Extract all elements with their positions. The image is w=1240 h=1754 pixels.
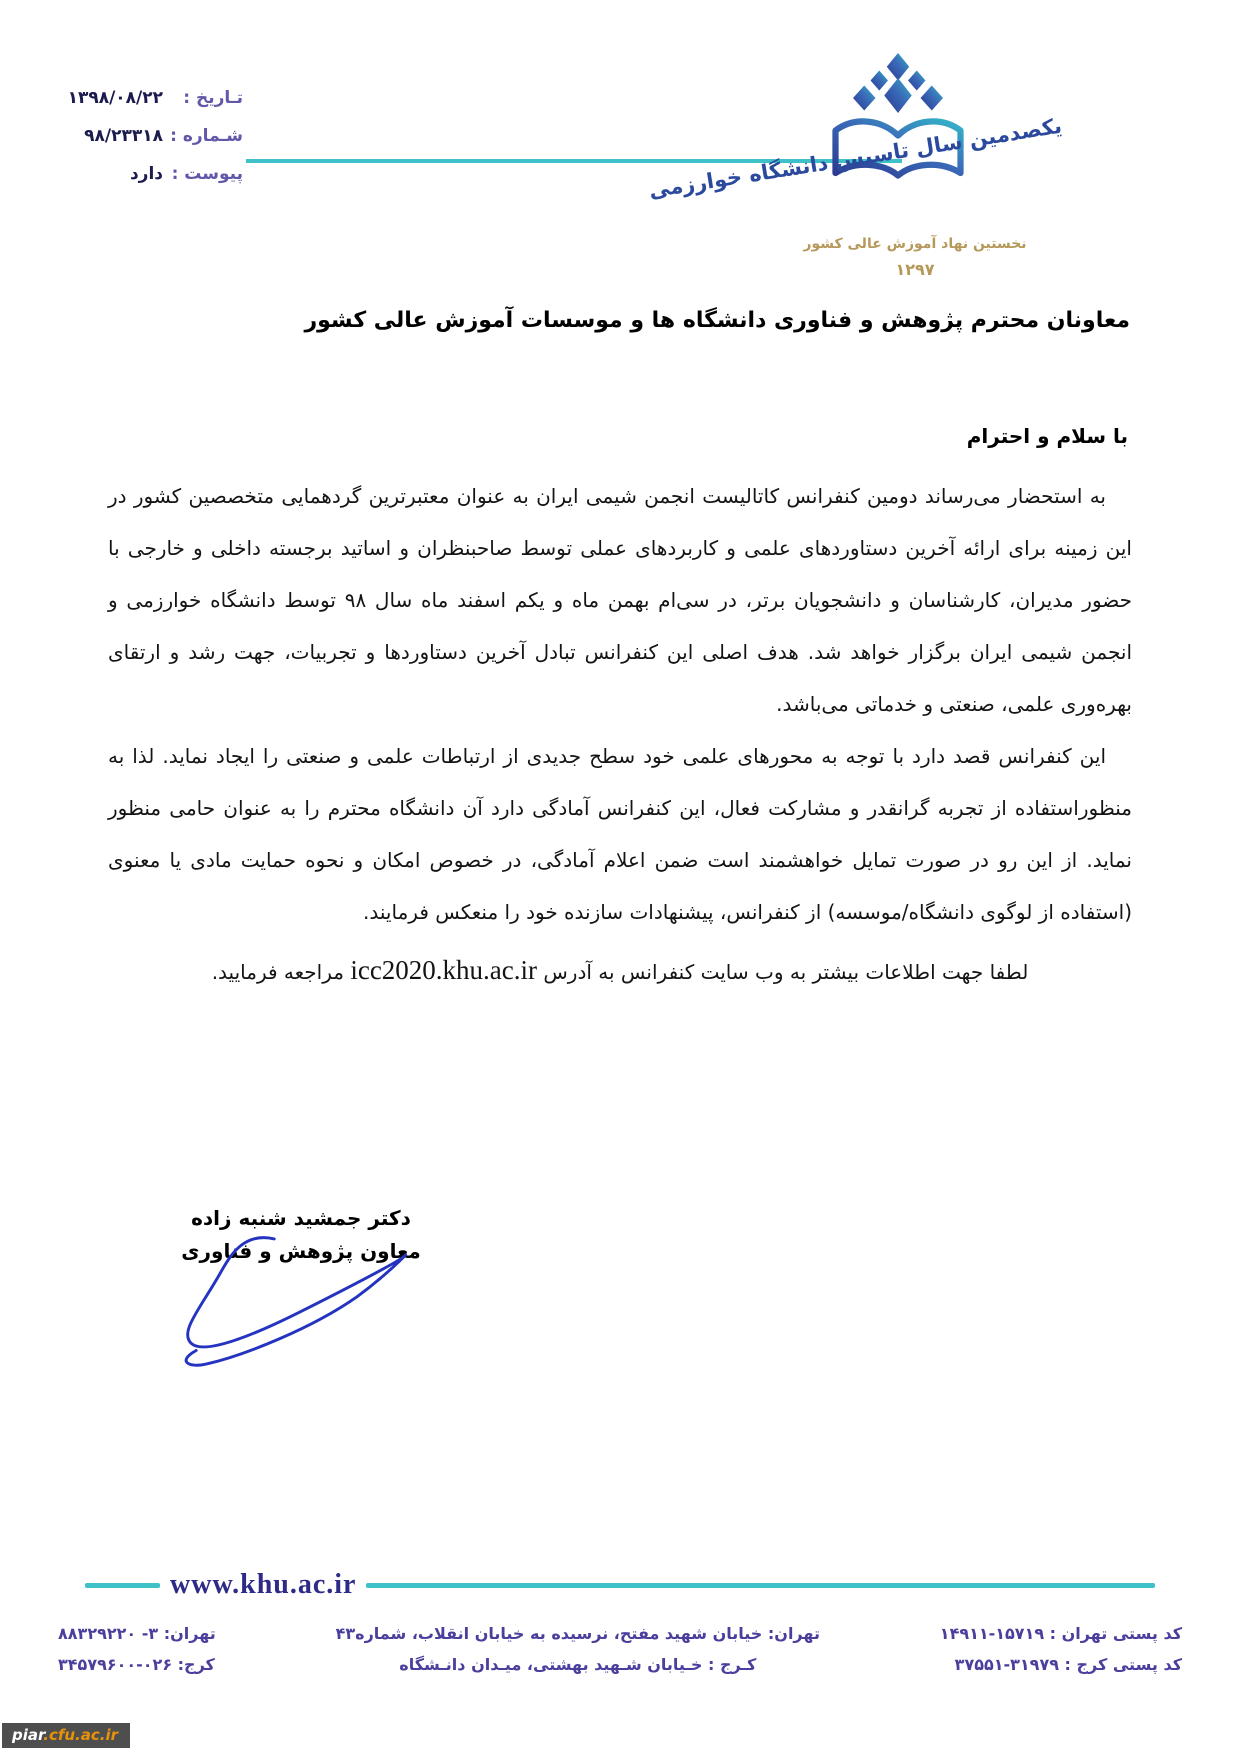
footer-website: www.khu.ac.ir [170, 1569, 357, 1600]
letter-body [108, 470, 1132, 998]
watermark-badge [2, 1723, 130, 1748]
website-note [108, 944, 1132, 998]
phone-karaj: کرج: ۰۲۶-۳۴۵۷۹۶۰۰ [58, 1655, 215, 1674]
signer-name: دکتر جمشید شنبه زاده [191, 1206, 411, 1230]
signer-title: معاون پژوهش و فناوری [181, 1239, 421, 1263]
phone-tehran: تهران: ۳- ۸۸۳۲۹۲۲۰ [58, 1624, 216, 1643]
signature-block [168, 1202, 434, 1268]
footer-phones [58, 1618, 216, 1680]
university-emblem-icon [818, 48, 978, 198]
postal-code-karaj: کد پستی کرج : ۳۱۹۷۹-۳۷۵۵۱ [954, 1655, 1182, 1674]
logo-founding-year: ۱۲۹۷ [895, 260, 935, 279]
watermark-prefix: piar [12, 1726, 44, 1744]
website-note-pre: لطفا جهت اطلاعات بیشتر به وب سایت کنفرانس به آدرس [537, 960, 1029, 984]
logo-calligraphy: یکصدمین سال تاسیس دانشگاه خوارزمی [647, 113, 1064, 203]
attachment-value: دارد [129, 164, 163, 184]
number-row [38, 124, 243, 149]
footer-rule-right-segment [366, 1583, 1155, 1588]
conference-url: icc2020.khu.ac.ir [350, 955, 538, 985]
footer-rule [85, 1570, 1155, 1600]
date-value: ۱۳۹۸/۰۸/۲۲ [67, 88, 163, 108]
address-tehran: تهران: خیابان شهید مفتح، نرسیده به خیابان انقلاب، شماره۴۳ [335, 1624, 820, 1643]
number-label: شـماره : [170, 126, 243, 146]
logo-subtitle: نخستین نهاد آموزش عالی کشور [803, 236, 1027, 252]
footer-contact [58, 1618, 1182, 1680]
paragraph-2: این کنفرانس قصد دارد با توجه به محورهای علمی خود سطح جدیدی از ارتباطات علمی و صنعتی را ایجاد نماید. لذا به منظوراستفاده از تجربه گرانقدر و مشارکت فعال، این کنفرانس آمادگی دارد آن دانشگاه محترم را به عنوان حامی منظور نماید. از این رو در صورت تمایل خواهشمند است ضمن اعلام آمادگی، در خصوص امکان و نحوه حمایت مادی یا معنوی (استفاده از لوگوی دانشگاه/موسسه) از کنفرانس، پیشنهادات سازنده خود را منعکس فرمایند. [108, 744, 1132, 924]
attachment-label: پیوست : [171, 164, 243, 184]
salutation: با سلام و احترام [966, 424, 1128, 448]
address-karaj: کـرج : خـیابان شـهید بهشتی، میـدان دانـشگاه [399, 1655, 757, 1674]
attachment-row [38, 162, 243, 187]
watermark-suffix: .cfu.ac.ir [43, 1726, 119, 1744]
date-label: تـاریخ : [183, 88, 243, 108]
postal-code-tehran: کد پستی تهران : ۱۵۷۱۹-۱۴۹۱۱ [939, 1624, 1182, 1643]
recipient-heading: معاونان محترم پژوهش و فناوری دانشگاه ها و موسسات آموزش عالی کشور [304, 308, 1130, 333]
date-row [38, 86, 243, 111]
university-logo [647, 44, 1064, 286]
paragraph-1: به استحضار می‌رساند دومین کنفرانس کاتالیست انجمن شیمی ایران به عنوان معتبرترین گردهمایی متخصصین کشور در این زمینه برای ارائه آخرین دستاوردهای علمی و کاربردهای عملی توسط صاحبنظران و اساتید برجسته داخلی و خارجی با حضور مدیران، کارشناسان و دانشجویان برتر، در سی‌ام بهمن ماه و یکم اسفند ماه سال ۹۸ توسط دانشگاه خوارزمی و انجمن شیمی ایران برگزار خواهد شد. هدف اصلی این کنفرانس تبادل آخرین دستاوردها و تجربیات، جهت رشد و ارتقای بهره‌وری علمی، صنعتی و خدماتی می‌باشد. [108, 484, 1132, 716]
footer-addresses [336, 1618, 820, 1680]
footer-postal-codes [940, 1618, 1182, 1680]
footer-rule-left-segment [85, 1583, 160, 1588]
letter-meta [38, 86, 243, 200]
number-value: ۹۸/۲۳۳۱۸ [84, 126, 163, 146]
website-note-post: مراجعه فرمایید. [211, 960, 351, 984]
